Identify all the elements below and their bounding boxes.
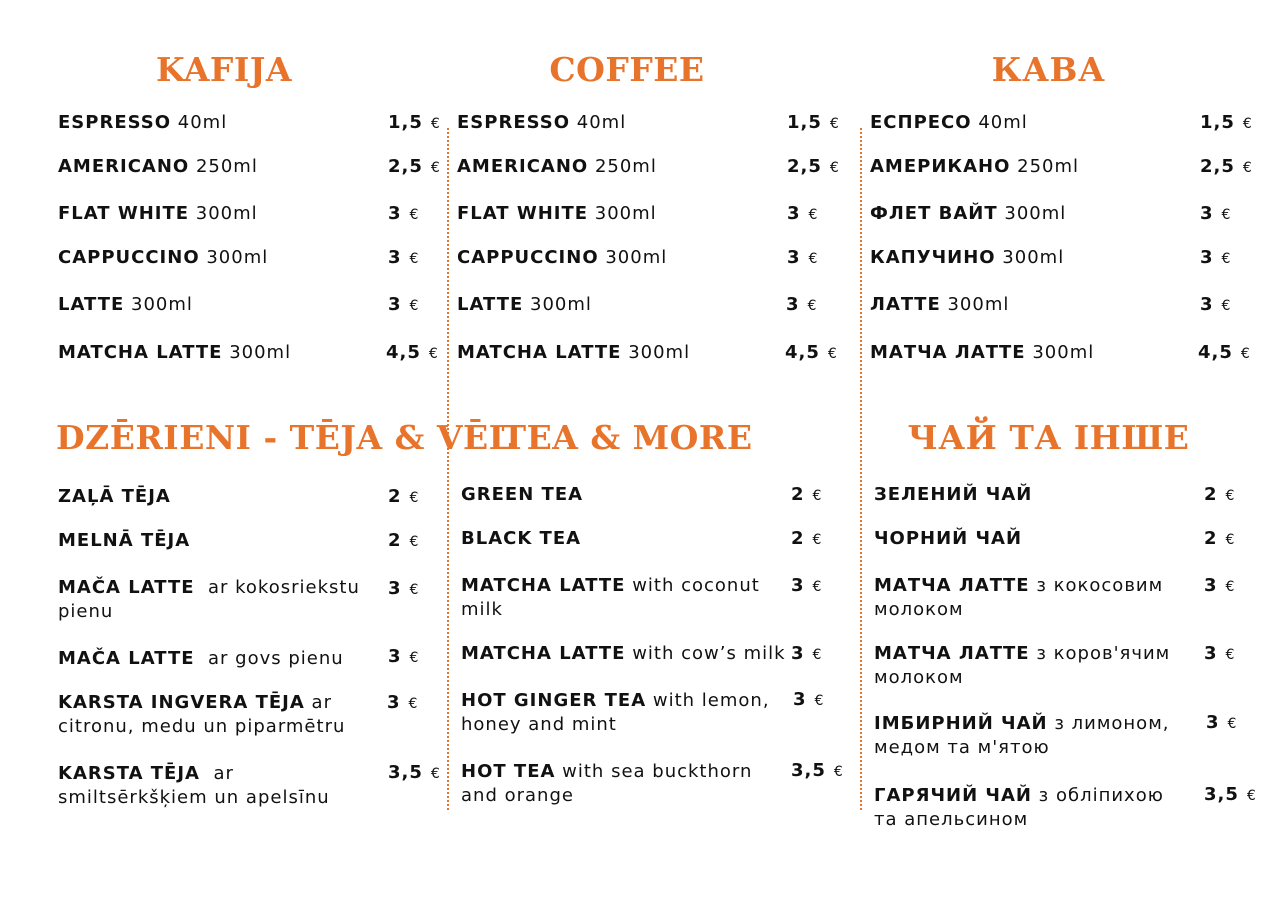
item-name: MELNĀ TĒJA — [58, 530, 191, 551]
currency-symbol: € — [409, 650, 420, 666]
item-desc: з коров'ячим молоком — [874, 643, 1171, 688]
item-price — [791, 483, 822, 508]
item-price — [1204, 783, 1257, 808]
menu-item — [457, 246, 777, 270]
item-name: MATCHA LATTE — [457, 342, 622, 363]
item-price — [388, 577, 419, 602]
price-value: 2,5 — [388, 156, 423, 177]
currency-symbol: € — [408, 696, 419, 712]
item-desc: ar smiltsērkšķiem un apelsīnu — [58, 763, 330, 808]
currency-symbol: € — [829, 160, 840, 176]
item-name: CAPPUCCINO — [457, 247, 599, 268]
price-value: 3,5 — [791, 760, 826, 781]
price-value: 2,5 — [1200, 156, 1235, 177]
item-desc: with lemon, honey and mint — [461, 690, 770, 735]
currency-symbol: € — [808, 251, 819, 267]
item-name: КАПУЧИНО — [870, 247, 996, 268]
item-price — [388, 111, 441, 136]
item-name: AMERICANO — [58, 156, 190, 177]
price-value: 3 — [1200, 203, 1214, 224]
item-desc: 40ml — [978, 112, 1028, 133]
item-name: ЧОРНИЙ ЧАЙ — [874, 528, 1023, 549]
menu-item — [461, 642, 791, 666]
price-value: 3 — [786, 294, 800, 315]
item-price — [387, 691, 418, 716]
price-value: 3 — [791, 575, 805, 596]
currency-symbol: € — [812, 579, 823, 595]
price-value: 3 — [787, 247, 801, 268]
item-price — [1200, 202, 1231, 227]
menu-item — [58, 529, 378, 553]
item-desc: 300ml — [947, 294, 1010, 315]
price-value: 3,5 — [388, 762, 423, 783]
item-price — [791, 642, 822, 667]
item-price — [388, 202, 419, 227]
currency-symbol: € — [1242, 160, 1253, 176]
price-value: 1,5 — [787, 112, 822, 133]
item-desc: 300ml — [229, 342, 292, 363]
item-name: MAČA LATTE — [58, 577, 195, 598]
item-price — [1204, 527, 1235, 552]
item-price — [791, 574, 822, 599]
currency-symbol: € — [430, 766, 441, 782]
item-desc: with cow’s milk — [632, 643, 786, 664]
currency-symbol: € — [409, 207, 420, 223]
menu-item — [461, 527, 781, 551]
item-desc: ar kokosriekstu pienu — [58, 577, 360, 622]
currency-symbol: € — [1240, 346, 1251, 362]
price-value: 3 — [387, 692, 401, 713]
currency-symbol: € — [1225, 647, 1236, 663]
item-price — [388, 246, 419, 271]
menu-item — [870, 202, 1190, 226]
menu-item — [58, 762, 348, 810]
price-value: 3 — [388, 578, 402, 599]
menu-item — [874, 574, 1174, 622]
section-title-coffee-ua: КАВА — [991, 50, 1106, 89]
item-price — [1200, 293, 1231, 318]
item-price — [388, 155, 441, 180]
item-desc: 300ml — [1004, 203, 1067, 224]
menu-item — [58, 246, 378, 270]
price-value: 2,5 — [787, 156, 822, 177]
item-name: FLAT WHITE — [58, 203, 190, 224]
menu-item — [457, 111, 777, 135]
item-desc: 300ml — [605, 247, 668, 268]
menu-item — [58, 485, 378, 509]
price-value: 4,5 — [1198, 342, 1233, 363]
menu-item — [58, 111, 378, 135]
item-name: MATCHA LATTE — [461, 575, 626, 596]
currency-symbol: € — [812, 647, 823, 663]
item-name: KARSTA TĒJA — [58, 763, 200, 784]
price-value: 2 — [791, 484, 805, 505]
price-value: 4,5 — [386, 342, 421, 363]
menu-item — [461, 689, 781, 737]
price-value: 3 — [793, 689, 807, 710]
item-name: FLAT WHITE — [457, 203, 589, 224]
price-value: 3 — [791, 643, 805, 664]
item-price — [1200, 111, 1253, 136]
item-name: LATTE — [457, 294, 524, 315]
currency-symbol: € — [1225, 579, 1236, 595]
item-price — [787, 155, 840, 180]
item-price — [1200, 246, 1231, 271]
item-name: ІМБИРНИЙ ЧАЙ — [874, 713, 1048, 734]
item-name: ESPRESSO — [58, 112, 172, 133]
currency-symbol: € — [430, 160, 441, 176]
currency-symbol: € — [1221, 251, 1232, 267]
menu-item — [870, 155, 1190, 179]
item-desc: 300ml — [530, 294, 592, 315]
item-desc: 250ml — [594, 156, 657, 177]
item-price — [791, 759, 844, 784]
price-value: 3 — [787, 203, 801, 224]
item-name: MATCHA LATTE — [58, 342, 223, 363]
price-value: 3 — [1200, 247, 1214, 268]
menu-item — [58, 155, 378, 179]
item-price — [388, 485, 419, 510]
item-name: ФЛЕТ ВАЙТ — [870, 203, 998, 224]
section-title-tea-en: TEA & MORE — [501, 418, 753, 457]
item-name: ЛАТТЕ — [870, 294, 941, 315]
menu-item — [870, 341, 1190, 365]
menu-item — [58, 341, 378, 365]
price-value: 2 — [1204, 528, 1218, 549]
item-name: ЕСПРЕСО — [870, 112, 972, 133]
item-name: МАТЧА ЛАТТЕ — [874, 575, 1030, 596]
item-price — [787, 202, 818, 227]
item-desc: 250ml — [1017, 156, 1080, 177]
item-price — [388, 293, 419, 318]
currency-symbol: € — [409, 534, 420, 550]
item-desc: 40ml — [576, 112, 627, 133]
price-value: 1,5 — [388, 112, 423, 133]
item-desc: 300ml — [131, 294, 193, 315]
item-price — [793, 688, 824, 713]
item-name: BLACK TEA — [461, 528, 582, 549]
column-divider — [860, 128, 862, 810]
menu-item — [870, 293, 1190, 317]
currency-symbol: € — [428, 346, 439, 362]
item-price — [787, 246, 818, 271]
menu-item — [874, 712, 1179, 760]
price-value: 3 — [388, 203, 402, 224]
currency-symbol: € — [1225, 532, 1236, 548]
menu-item — [874, 642, 1184, 690]
currency-symbol: € — [1221, 207, 1232, 223]
item-name: МАТЧА ЛАТТЕ — [874, 643, 1030, 664]
item-desc: з лимоном, медом та м'ятою — [874, 713, 1170, 758]
item-price — [1204, 483, 1235, 508]
item-desc: 300ml — [628, 342, 691, 363]
currency-symbol: € — [1227, 716, 1238, 732]
currency-symbol: € — [827, 346, 838, 362]
section-title-coffee-en: COFFEE — [549, 50, 705, 89]
menu-item — [58, 691, 363, 739]
price-value: 2 — [388, 530, 402, 551]
item-price — [1198, 341, 1251, 366]
item-name: MATCHA LATTE — [461, 643, 626, 664]
menu-item — [874, 483, 1194, 507]
item-desc: 300ml — [195, 203, 258, 224]
currency-symbol: € — [833, 764, 844, 780]
price-value: 2 — [1204, 484, 1218, 505]
item-name: CAPPUCCINO — [58, 247, 200, 268]
menu-item — [874, 784, 1174, 832]
menu-item — [461, 574, 771, 622]
price-value: 3 — [1200, 294, 1214, 315]
item-price — [388, 645, 419, 670]
currency-symbol: € — [1242, 116, 1253, 132]
price-value: 3 — [388, 646, 402, 667]
item-price — [1206, 711, 1237, 736]
menu-item — [58, 647, 378, 671]
item-desc: with coconut milk — [461, 575, 760, 620]
price-value: 2 — [388, 486, 402, 507]
price-value: 3 — [388, 247, 402, 268]
menu-item — [457, 341, 777, 365]
currency-symbol: € — [808, 207, 819, 223]
price-value: 3 — [1204, 575, 1218, 596]
price-value: 1,5 — [1200, 112, 1235, 133]
item-desc: ar govs pienu — [207, 648, 344, 669]
menu-item — [58, 202, 378, 226]
currency-symbol: € — [812, 532, 823, 548]
item-desc: з кокосовим молоком — [874, 575, 1164, 620]
item-price — [1204, 574, 1235, 599]
item-name: HOT TEA — [461, 761, 556, 782]
item-name: ГАРЯЧИЙ ЧАЙ — [874, 785, 1032, 806]
item-name: МАТЧА ЛАТТЕ — [870, 342, 1026, 363]
price-value: 3 — [388, 294, 402, 315]
currency-symbol: € — [829, 116, 840, 132]
menu-item — [870, 111, 1190, 135]
currency-symbol: € — [814, 693, 825, 709]
item-name: AMERICANO — [457, 156, 589, 177]
item-name: LATTE — [58, 294, 125, 315]
menu-item — [870, 246, 1190, 270]
price-value: 3 — [1204, 643, 1218, 664]
item-desc: with sea buckthorn and orange — [461, 761, 753, 806]
item-name: MAČA LATTE — [58, 648, 195, 669]
item-name: KARSTA INGVERA TĒJA — [58, 692, 305, 713]
section-title-tea-ua: ЧАЙ ТА ІНШЕ — [907, 418, 1190, 457]
price-value: 4,5 — [785, 342, 820, 363]
menu-column-ukrainian — [870, 0, 1255, 904]
item-desc: 40ml — [177, 112, 228, 133]
menu-item — [457, 155, 777, 179]
currency-symbol: € — [812, 488, 823, 504]
item-desc: 300ml — [206, 247, 269, 268]
item-name: АМЕРИКАНО — [870, 156, 1011, 177]
item-price — [1204, 642, 1235, 667]
item-name: ZAĻĀ TĒJA — [58, 486, 171, 507]
currency-symbol: € — [430, 116, 441, 132]
currency-symbol: € — [409, 582, 420, 598]
item-name: HOT GINGER TEA — [461, 690, 647, 711]
item-price — [786, 293, 817, 318]
item-price — [787, 111, 840, 136]
menu-item — [461, 483, 781, 507]
price-value: 3,5 — [1204, 784, 1239, 805]
item-price — [791, 527, 822, 552]
item-price — [1200, 155, 1253, 180]
item-desc: 300ml — [1002, 247, 1065, 268]
item-desc: з обліпихою та апельсином — [874, 785, 1164, 830]
menu-column-english — [457, 0, 842, 904]
currency-symbol: € — [807, 298, 818, 314]
menu-item — [457, 293, 777, 317]
column-divider — [447, 128, 449, 810]
menu-item — [457, 202, 777, 226]
currency-symbol: € — [1225, 488, 1236, 504]
item-desc: ar citronu, medu un piparmētru — [58, 692, 346, 737]
price-value: 2 — [791, 528, 805, 549]
currency-symbol: € — [409, 490, 420, 506]
menu-item — [58, 576, 368, 624]
item-price — [388, 761, 441, 786]
currency-symbol: € — [409, 251, 420, 267]
currency-symbol: € — [409, 298, 420, 314]
item-desc: 300ml — [1032, 342, 1095, 363]
item-name: GREEN TEA — [461, 484, 584, 505]
price-value: 3 — [1206, 712, 1220, 733]
item-name: ESPRESSO — [457, 112, 571, 133]
item-desc: 300ml — [594, 203, 657, 224]
menu-item — [461, 760, 771, 808]
section-title-coffee-lv: KAFIJA — [155, 50, 293, 89]
menu-item — [874, 527, 1194, 551]
currency-symbol: € — [1246, 788, 1257, 804]
section-title-tea-lv: DZĒRIENI - TĒJA & VĒL — [56, 418, 513, 457]
item-price — [388, 529, 419, 554]
item-price — [785, 341, 838, 366]
currency-symbol: € — [1221, 298, 1232, 314]
item-desc: 250ml — [195, 156, 258, 177]
item-name: ЗЕЛЕНИЙ ЧАЙ — [874, 484, 1033, 505]
item-price — [386, 341, 439, 366]
menu-item — [58, 293, 378, 317]
